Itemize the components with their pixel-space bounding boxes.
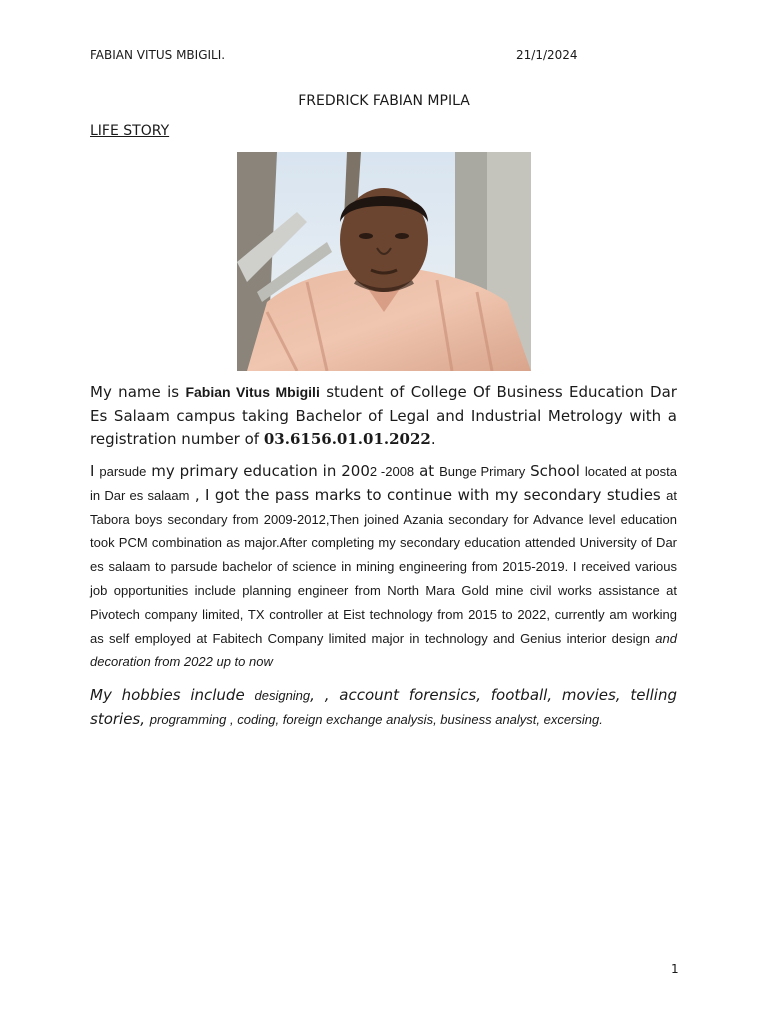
intro-text: My name is: [90, 383, 186, 401]
intro-text-2: student of College Of Business Education Dar Es Salaam campus taking Bachelor of Legal and Industrial Metrology with a registration number of: [90, 383, 677, 448]
document-title: FREDRICK FABIAN MPILA: [298, 93, 470, 109]
edu-text-8: located at posta in Dar es salaam: [90, 464, 677, 503]
edu-text-5: at: [414, 462, 440, 480]
hobbies-text-2: designing: [254, 688, 311, 703]
page-number: 1: [671, 962, 679, 976]
portrait-illustration: [237, 152, 531, 371]
hobbies-text-3: , , account forensics, football, movies, telling stories,: [90, 686, 677, 728]
edu-text-4: 2 -2008: [369, 464, 415, 479]
intro-text-3: .: [430, 430, 436, 448]
edu-text-7: School: [525, 462, 585, 480]
hobbies-text-4: programming , coding, foreign exchange analysis, business analyst, excersing.: [149, 711, 603, 727]
edu-text-11: and decoration from 2022 up to now: [90, 630, 677, 670]
education-paragraph: [90, 460, 677, 674]
hobbies-paragraph: [90, 684, 677, 731]
header-author: FABIAN VITUS MBIGILI.: [90, 48, 226, 62]
registration-number: 03.6156.01.01.2022: [263, 430, 431, 448]
intro-paragraph: [90, 381, 677, 452]
edu-text-1: I: [90, 462, 100, 480]
edu-text-3: my primary education in 200: [146, 462, 370, 480]
edu-text-6: Bunge Primary: [439, 464, 526, 479]
edu-text-10: at Tabora boys secondary from 2009-2012,Then joined Azania secondary for Advance level education took PCM combination as major.After completing my secondary education attended University of Dar es salaam to parsude bachelor of science in mining engineering from 2015-2019. I received various job opportunities include planning engineer from North Mara Gold mine civil works assistance at Pivotech company limited, TX controller at Eist technology from 2015 to 2022, currently am working as self employed at Fabitech Company limited major in technology and Genius interior design: [90, 487, 677, 646]
student-name: Fabian Vitus Mbigili: [185, 384, 320, 400]
header-date: 21/1/2024: [516, 48, 578, 62]
edu-text-9: , I got the pass marks to continue with my secondary studies: [189, 485, 667, 504]
edu-text-2: parsude: [99, 464, 147, 479]
portrait-photo: [237, 152, 531, 371]
document-subtitle: LIFE STORY: [90, 123, 170, 139]
hobbies-text-1: My hobbies include: [90, 686, 255, 704]
